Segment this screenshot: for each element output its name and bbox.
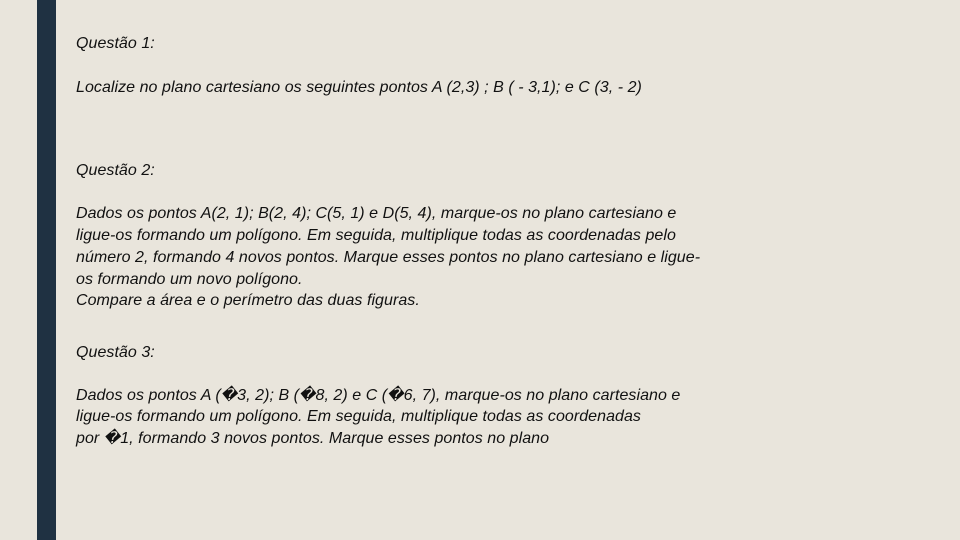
q3-text-line: por �1, formando 3 novos pontos. Marque esses pontos no plano bbox=[76, 430, 550, 447]
q2-text-line: Dados os pontos A(2, 1); B(2, 4); C(5, 1) e D(5, 4), marque-os no plano cartesiano e bbox=[76, 205, 677, 222]
q2-text-line: os formando um novo polígono. bbox=[76, 271, 303, 288]
q1-heading: Questão 1: bbox=[76, 35, 155, 52]
q3-text-line: Dados os pontos A (�3, 2); B (�8, 2) e C (�6, 7), marque-os no plano cartesiano e bbox=[76, 387, 681, 404]
q3-text-line: ligue-os formando um polígono. Em seguida, multiplique todas as coordenadas bbox=[76, 408, 641, 425]
q2-text-line: número 2, formando 4 novos pontos. Marque esses pontos no plano cartesiano e ligue- bbox=[76, 249, 701, 266]
q2-heading: Questão 2: bbox=[76, 162, 155, 179]
q1-text: Localize no plano cartesiano os seguintes pontos A (2,3) ; B ( - 3,1); e C (3, - 2) bbox=[76, 79, 642, 96]
q2-text-line: Compare a área e o perímetro das duas figuras. bbox=[76, 292, 420, 309]
q3-heading: Questão 3: bbox=[76, 344, 155, 361]
q2-text-line: ligue-os formando um polígono. Em seguida, multiplique todas as coordenadas pelo bbox=[76, 227, 676, 244]
side-accent-bar bbox=[37, 0, 56, 540]
